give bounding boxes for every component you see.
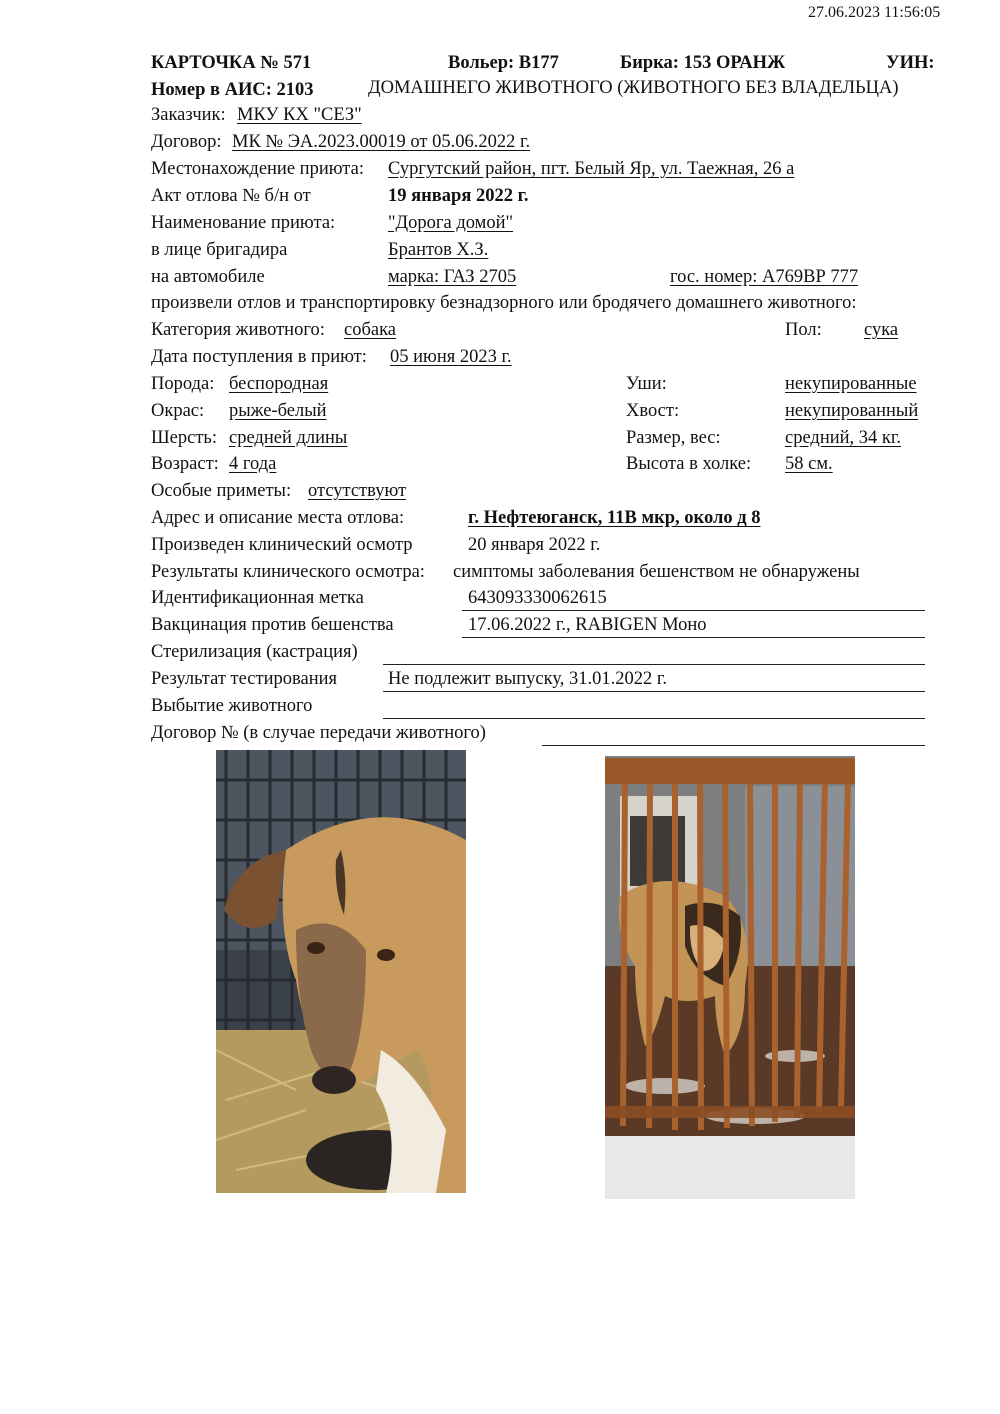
clinical-exam-date: 20 января 2022 г.: [468, 535, 601, 555]
height-value: 58 см.: [785, 454, 833, 474]
vehicle-brand: марка: ГАЗ 2705: [388, 267, 517, 287]
coat-value: средней длины: [229, 428, 348, 448]
enclosure-number: Вольер: В177: [448, 53, 559, 73]
dog-photo-enclosure: [605, 756, 855, 1199]
color-label: Окрас:: [151, 401, 205, 421]
clinical-exam-label: Произведен клинический осмотр: [151, 535, 413, 555]
color-value: рыже-белый: [229, 401, 327, 421]
size-label: Размер, вес:: [626, 428, 721, 448]
arrival-value: 05 июня 2023 г.: [390, 347, 512, 367]
vehicle-label: на автомобиле: [151, 267, 265, 287]
performed-statement: произвели отлов и транспортировку безнадзорного или бродячего домашнего животного:: [151, 293, 857, 313]
category-label: Категория животного:: [151, 320, 325, 340]
exam-results-value: симптомы заболевания бешенством не обнаружены: [453, 562, 860, 582]
transfer-contract-line: [542, 745, 925, 746]
shelter-name-label: Наименование приюта:: [151, 213, 336, 233]
sex-label: Пол:: [785, 320, 822, 340]
test-result-label: Результат тестирования: [151, 669, 338, 689]
exam-results-label: Результаты клинического осмотра:: [151, 562, 425, 582]
ears-value: некупированные: [785, 374, 917, 394]
size-value: средний, 34 кг.: [785, 428, 902, 448]
category-value: собака: [344, 320, 397, 340]
coat-label: Шерсть:: [151, 428, 217, 448]
breed-value: беспородная: [229, 374, 329, 394]
vaccination-value: 17.06.2022 г., RABIGEN Моно: [468, 615, 707, 635]
ais-number: Номер в АИС: 2103: [151, 80, 314, 100]
arrival-label: Дата поступления в приют:: [151, 347, 367, 367]
breed-label: Порода:: [151, 374, 215, 394]
card-number: КАРТОЧКА № 571: [151, 53, 312, 73]
shelter-location-label: Местонахождение приюта:: [151, 159, 364, 179]
customer-value: МКУ КХ "СЕЗ": [237, 105, 362, 125]
foreman-value: Брантов Х.З.: [388, 240, 489, 260]
capture-act-date: 19 января 2022 г.: [388, 186, 529, 206]
capture-address-label: Адрес и описание места отлова:: [151, 508, 405, 528]
vaccination-line: [462, 637, 925, 638]
foreman-label: в лице бригадира: [151, 240, 288, 260]
sterilization-line: [383, 664, 925, 665]
id-mark-line: [462, 610, 925, 611]
special-marks-value: отсутствуют: [308, 481, 407, 501]
dog-photo-closeup: [216, 750, 466, 1193]
tag-number: Бирка: 153 ОРАНЖ: [620, 53, 786, 73]
vaccination-label: Вакцинация против бешенства: [151, 615, 394, 635]
id-mark-label: Идентификационная метка: [151, 588, 364, 608]
id-mark-value: 643093330062615: [468, 588, 607, 608]
special-marks-label: Особые приметы:: [151, 481, 292, 501]
card-title: ДОМАШНЕГО ЖИВОТНОГО (ЖИВОТНОГО БЕЗ ВЛАДЕЛЬЦА): [368, 78, 899, 98]
test-result-line: [383, 691, 925, 692]
transfer-contract-label: Договор № (в случае передачи животного): [151, 723, 486, 743]
capture-act-label: Акт отлова № б/н от: [151, 186, 311, 206]
contract-value: МК № ЭА.2023.00019 от 05.06.2022 г.: [232, 132, 531, 152]
sterilization-label: Стерилизация (кастрация): [151, 642, 358, 662]
uin-label: УИН:: [886, 53, 935, 73]
print-timestamp: 27.06.2023 11:56:05: [808, 4, 941, 21]
customer-label: Заказчик:: [151, 105, 226, 125]
age-value: 4 года: [229, 454, 277, 474]
capture-address-value: г. Нефтеюганск, 11В мкр, около д 8: [468, 508, 761, 528]
contract-label: Договор:: [151, 132, 222, 152]
shelter-location-value: Сургутский район, пгт. Белый Яр, ул. Таежная, 26 а: [388, 159, 795, 179]
tail-value: некупированный: [785, 401, 919, 421]
test-result-value: Не подлежит выпуску, 31.01.2022 г.: [388, 669, 667, 689]
height-label: Высота в холке:: [626, 454, 752, 474]
vehicle-plate: гос. номер: А769ВР 777: [670, 267, 859, 287]
departure-line: [383, 718, 925, 719]
age-label: Возраст:: [151, 454, 219, 474]
departure-label: Выбытие животного: [151, 696, 313, 716]
sex-value: сука: [864, 320, 899, 340]
shelter-name-value: "Дорога домой": [388, 213, 514, 233]
ears-label: Уши:: [626, 374, 667, 394]
tail-label: Хвост:: [626, 401, 680, 421]
